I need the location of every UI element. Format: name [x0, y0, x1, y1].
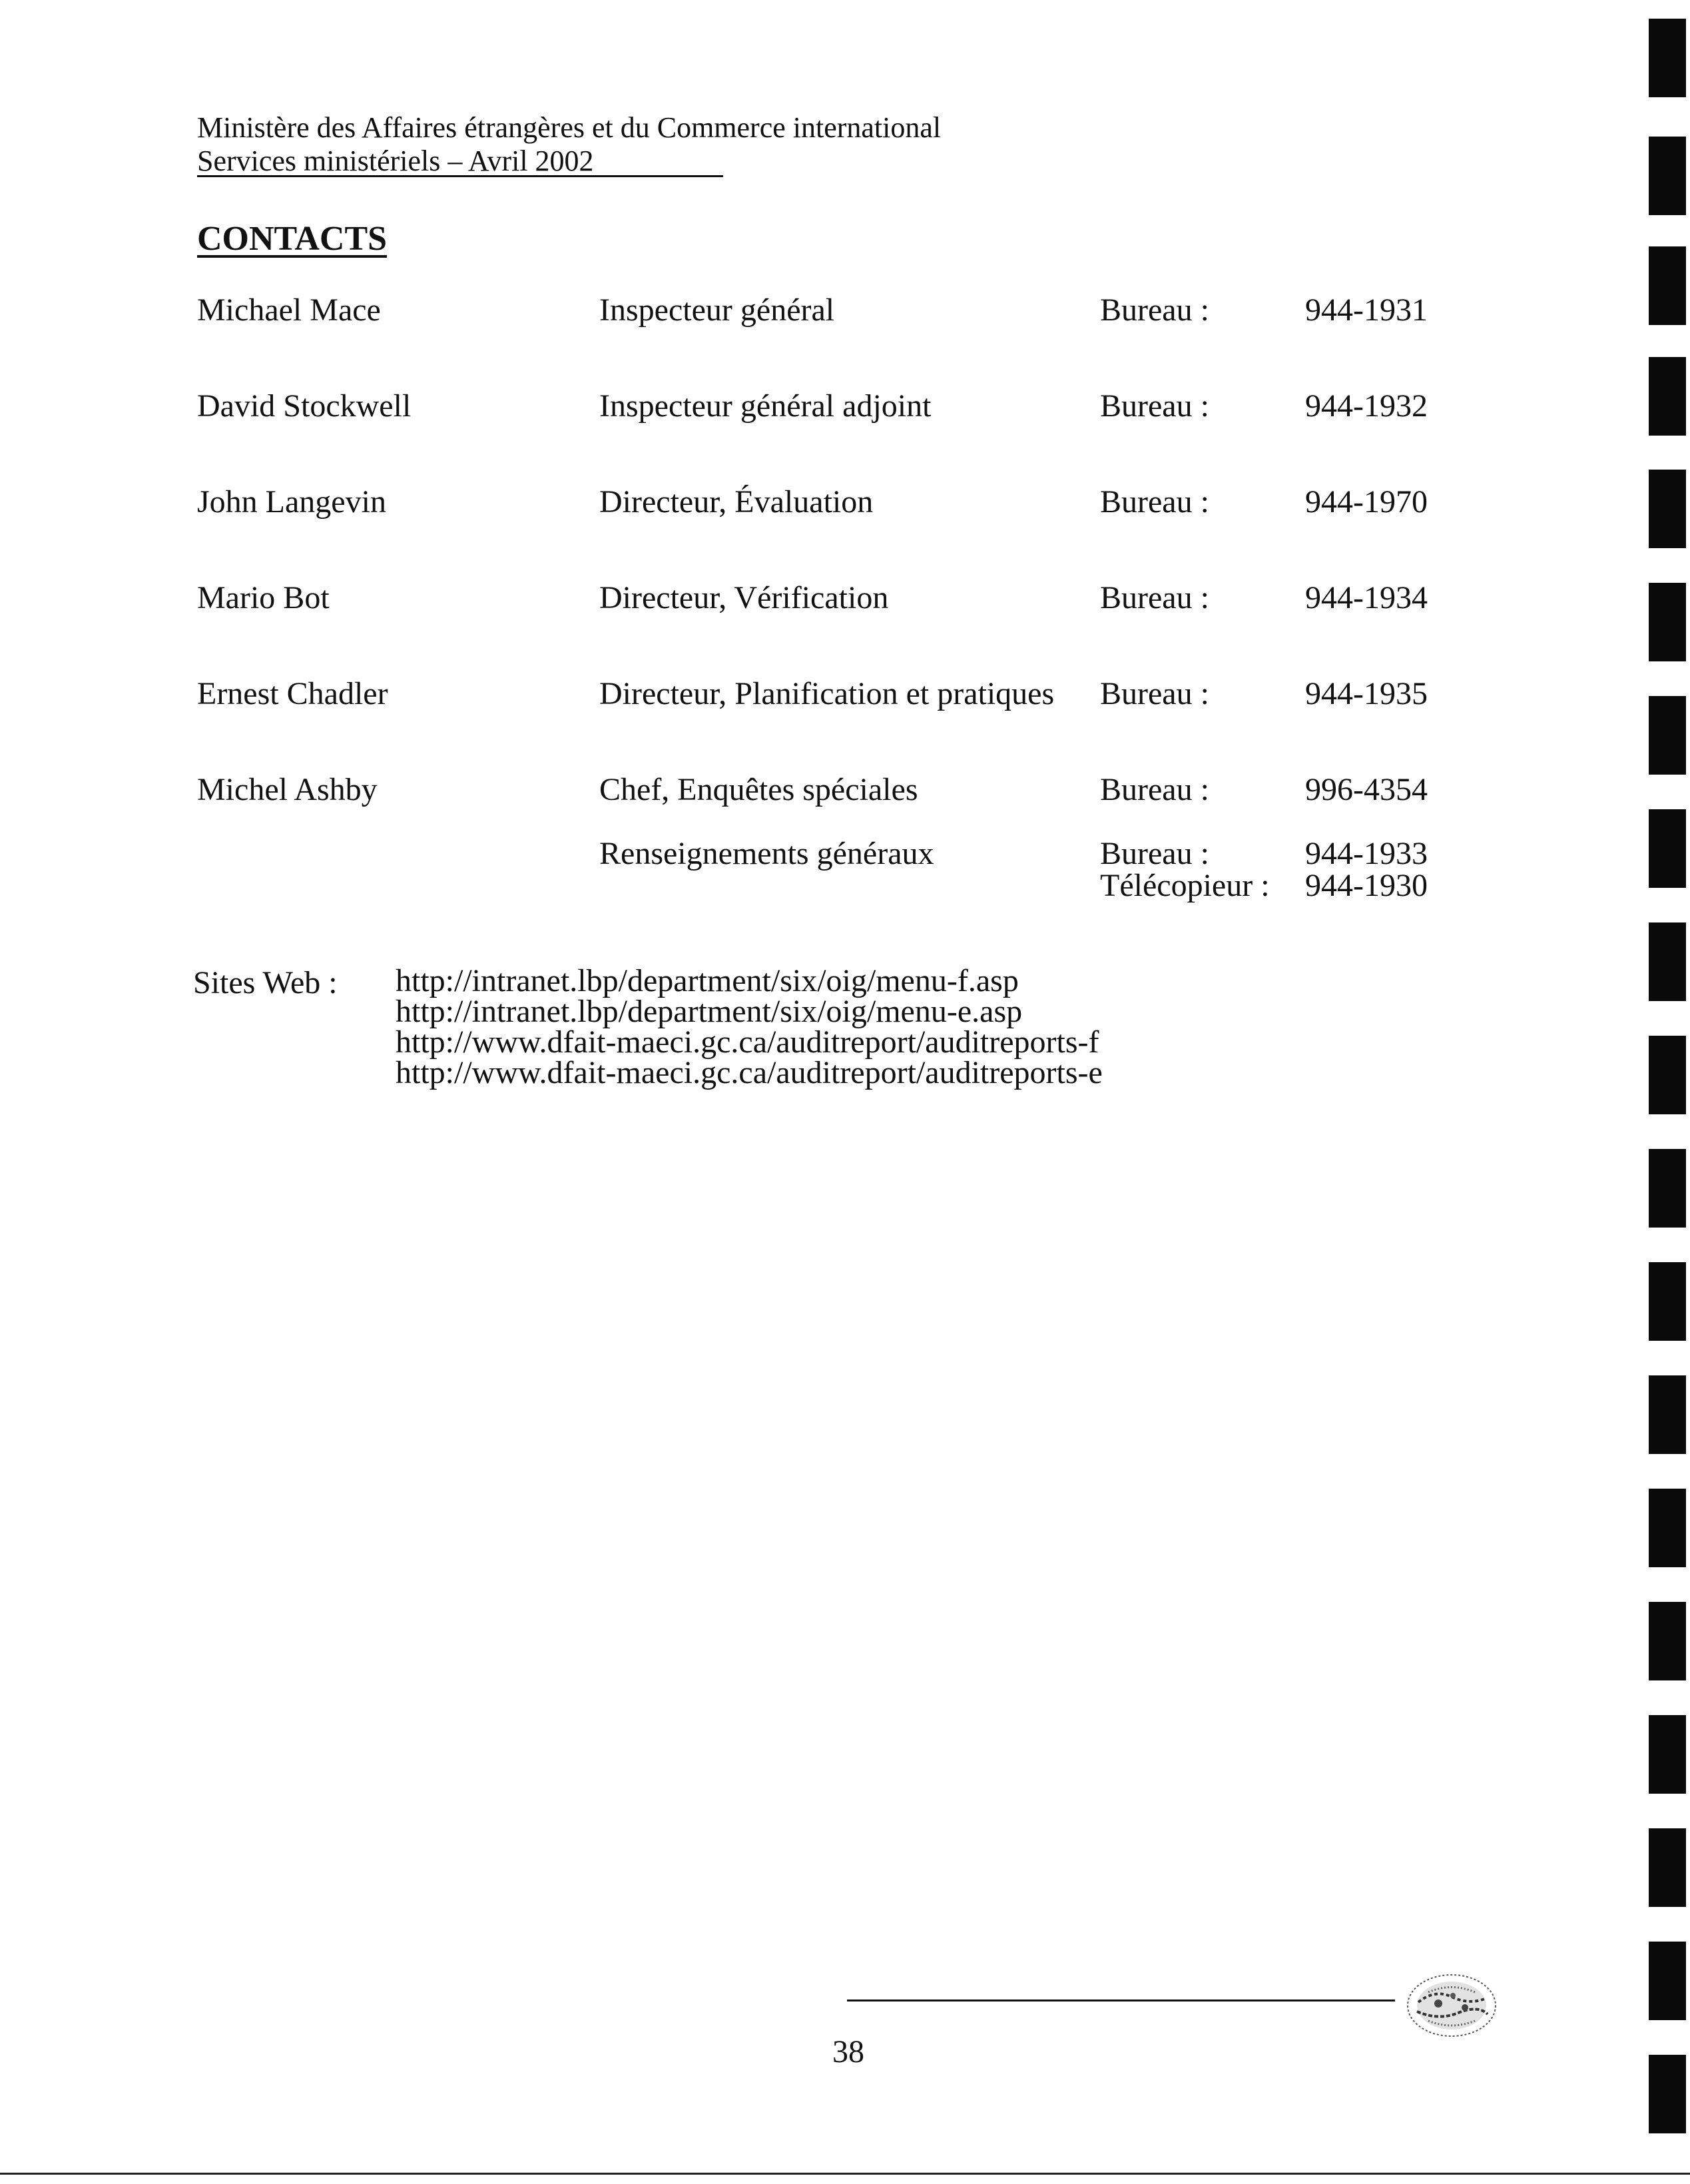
contact-phone-label: Bureau :: [1100, 676, 1209, 711]
contact-name: Michel Ashby: [197, 772, 378, 807]
contact-phone-label: Bureau :: [1100, 580, 1209, 615]
binder-hole: [1649, 2055, 1686, 2133]
contact-title: Inspecteur général adjoint: [599, 388, 932, 424]
contact-name: John Langevin: [197, 484, 386, 520]
fax-phone: 944-1930: [1305, 868, 1428, 903]
website-url[interactable]: http://intranet.lbp/department/six/oig/menu-f.asp: [396, 963, 1019, 998]
website-url[interactable]: http://www.dfait-maeci.gc.ca/auditreport/auditreports-e: [396, 1055, 1103, 1090]
binder-hole: [1649, 357, 1686, 436]
contact-phone: 944-1934: [1305, 580, 1428, 615]
binder-hole: [1649, 1149, 1686, 1228]
contact-phone: 944-1932: [1305, 388, 1428, 424]
websites-list: [396, 963, 1103, 1090]
contact-name: David Stockwell: [197, 388, 412, 424]
contact-name: Ernest Chadler: [197, 676, 388, 711]
document-subtitle: Services ministériels – Avril 2002: [197, 145, 594, 177]
binder-hole: [1649, 922, 1686, 1001]
binder-hole: [1649, 1715, 1686, 1794]
contact-name: Michael Mace: [197, 292, 381, 328]
globe-emblem-icon: [1398, 1969, 1505, 2042]
contact-title: Directeur, Évaluation: [599, 484, 874, 520]
contact-phone-label: Bureau :: [1100, 484, 1209, 520]
contact-phone: 944-1970: [1305, 484, 1428, 520]
footer-rule: [847, 2000, 1395, 2002]
binder-hole: [1649, 1262, 1686, 1341]
binder-hole: [1649, 19, 1686, 97]
binder-holes: [1643, 0, 1690, 2184]
contact-title: Chef, Enquêtes spéciales: [599, 772, 918, 807]
contact-phone: 944-1935: [1305, 676, 1428, 711]
contact-title: Directeur, Vérification: [599, 580, 889, 615]
binder-hole: [1649, 137, 1686, 215]
contact-phone: 944-1931: [1305, 292, 1428, 328]
binder-hole: [1649, 1489, 1686, 1567]
binder-hole: [1649, 1375, 1686, 1454]
contact-phone-label: Bureau :: [1100, 388, 1209, 424]
general-info-title: Renseignements généraux: [599, 836, 934, 871]
binder-hole: [1649, 1036, 1686, 1114]
binder-hole: [1649, 1602, 1686, 1680]
binder-hole: [1649, 1828, 1686, 1907]
binder-hole: [1649, 470, 1686, 548]
binder-hole: [1649, 696, 1686, 775]
binder-hole: [1649, 1942, 1686, 2020]
contact-title: Directeur, Planification et pratiques: [599, 676, 1055, 711]
websites-label: Sites Web :: [193, 965, 338, 1000]
office-phone: 944-1933: [1305, 836, 1428, 871]
contact-phone-label: Bureau :: [1100, 292, 1209, 328]
contact-title: Inspecteur général: [599, 292, 835, 328]
binder-hole: [1649, 246, 1686, 325]
website-url[interactable]: http://www.dfait-maeci.gc.ca/auditreport/auditreports-f: [396, 1024, 1099, 1060]
contact-name: Mario Bot: [197, 580, 330, 615]
fax-label: Télécopieur :: [1100, 868, 1270, 903]
ministry-name: Ministère des Affaires étrangères et du Commerce international: [197, 111, 942, 144]
header-rule: [197, 175, 723, 177]
page-bottom-edge: [0, 2173, 1690, 2175]
section-title: CONTACTS: [197, 220, 388, 258]
binder-hole: [1649, 809, 1686, 888]
page-number: 38: [832, 2034, 864, 2069]
website-url[interactable]: http://intranet.lbp/department/six/oig/menu-e.asp: [396, 994, 1023, 1029]
binder-hole: [1649, 583, 1686, 661]
contact-phone: 996-4354: [1305, 772, 1428, 807]
office-label: Bureau :: [1100, 836, 1209, 871]
contact-phone-label: Bureau :: [1100, 772, 1209, 807]
